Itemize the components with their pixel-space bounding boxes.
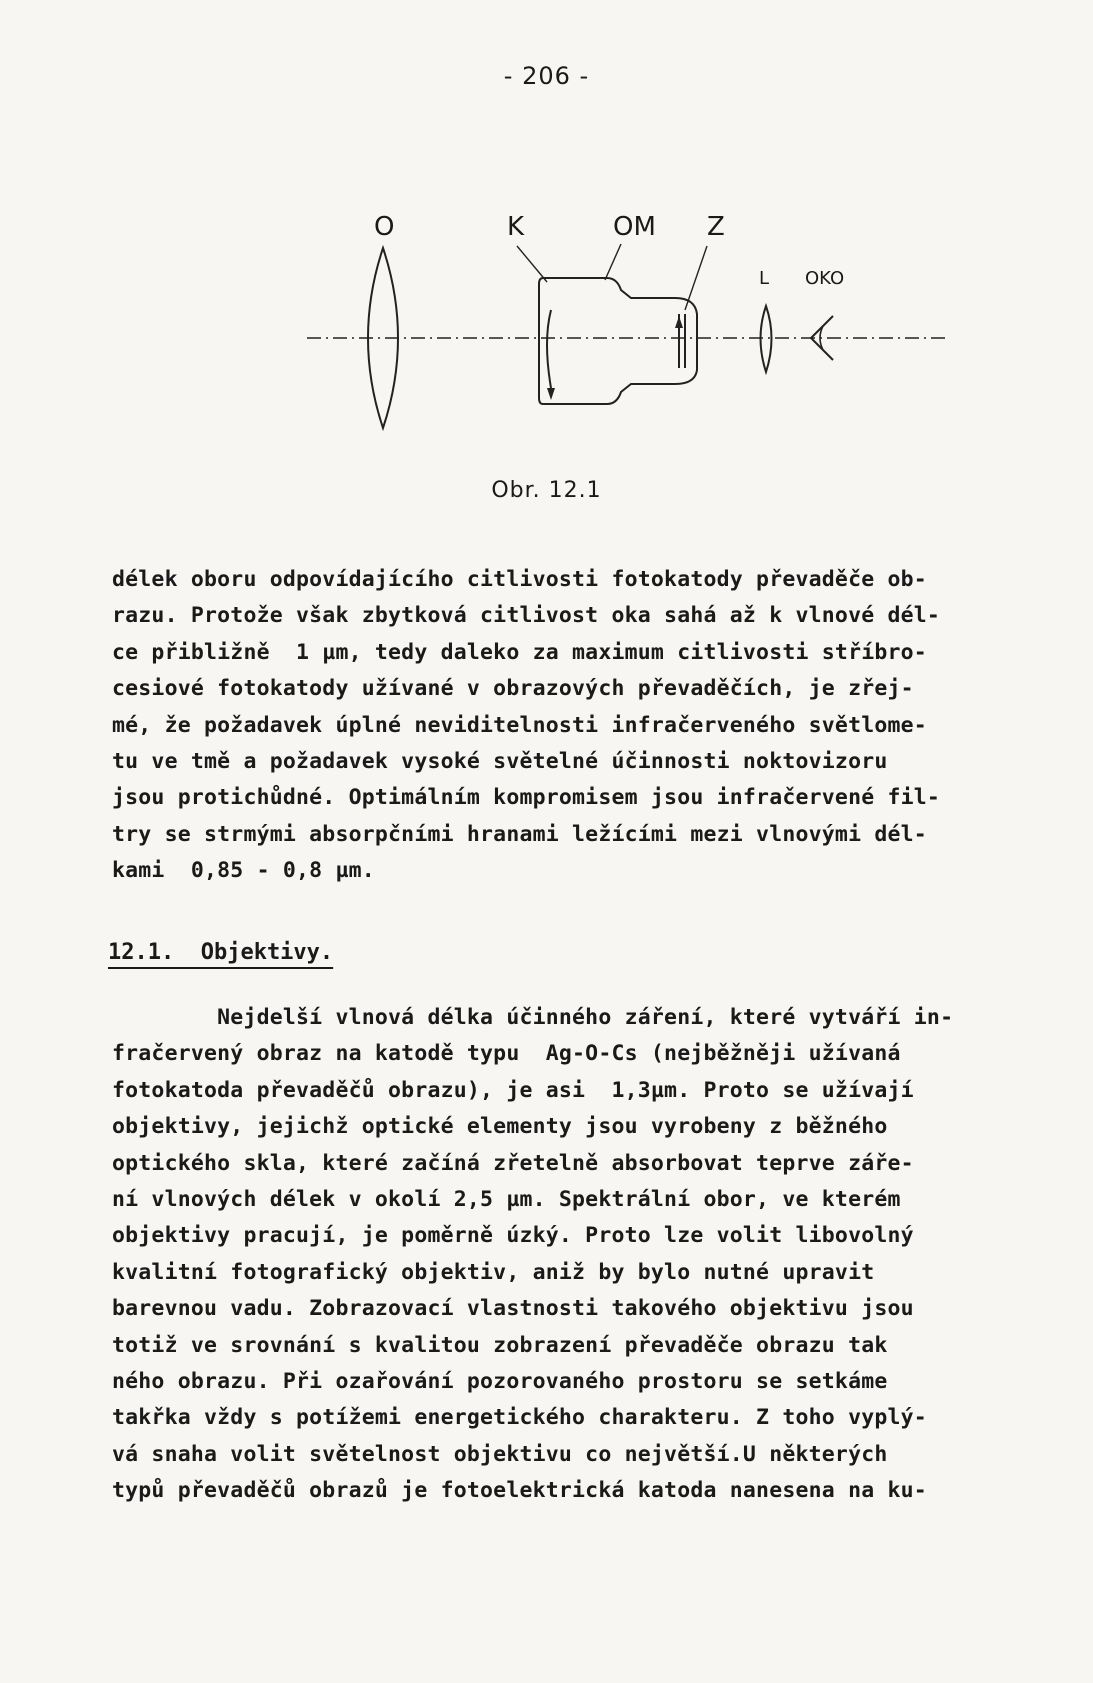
text-line: ce přibližně 1 µm, tedy daleko za maximum citlivosti stříbro-	[112, 639, 927, 665]
text-line: ného obrazu. Při ozařování pozorovaného prostoru se setkáme	[112, 1369, 888, 1395]
leader-k	[517, 246, 547, 282]
cathode-arrow	[547, 388, 555, 400]
eyepiece-lens	[761, 306, 772, 372]
text-line: ní vlnových délek v okolí 2,5 µm. Spektrální obor, ve kterém	[112, 1187, 901, 1213]
text-line: fračervený obraz na katodě typu Ag-O-Cs (nejběžněji užívaná	[112, 1041, 901, 1067]
optical-system-diagram	[295, 210, 955, 450]
figure-caption: Obr. 12.1	[491, 478, 602, 503]
text-line: objektivy, jejichž optické elementy jsou vyrobeny z běžného	[112, 1114, 888, 1140]
text-line: cesiové fotokatody užívané v obrazových převaděčích, je zřej-	[112, 676, 914, 702]
text-line: vá snaha volit světelnost objektivu co největší.U některých	[112, 1441, 888, 1467]
leader-z	[685, 246, 707, 310]
text-line: mé, že požadavek úplné neviditelnosti infračerveného světlome-	[112, 712, 927, 738]
text-line: optického skla, které začíná zřetelně absorbovat teprve záře-	[112, 1150, 914, 1176]
text-line: barevnou vadu. Zobrazovací vlastnosti takového objektivu jsou	[112, 1296, 914, 1322]
section-heading: 12.1. Objektivy.	[108, 940, 334, 965]
text-line: tu ve tmě a požadavek vysoké světelné účinnosti noktovizoru	[112, 749, 888, 775]
text-line: razu. Protože však zbytková citlivost oka sahá až k vlnové dél-	[112, 603, 941, 629]
label-cathode: K	[507, 212, 525, 242]
leader-om	[605, 244, 621, 280]
text-line: kvalitní fotografický objektiv, aniž by bylo nutné upravit	[112, 1259, 875, 1285]
image-converter-tube	[539, 278, 697, 404]
text-line: fotokatoda převaděčů obrazu), je asi 1,3µm. Proto se užívají	[112, 1077, 914, 1103]
text-line: jsou protichůdné. Optimálním kompromisem jsou infračervené fil-	[112, 785, 941, 811]
text-line: typů převaděčů obrazů je fotoelektrická katoda nanesena na ku-	[112, 1478, 927, 1504]
text-line: objektivy pracují, je poměrně úzký. Proto lze volit libovolný	[112, 1223, 914, 1249]
text-line: kami 0,85 - 0,8 µm.	[112, 858, 375, 884]
text-line: totiž ve srovnání s kvalitou zobrazení převaděče obrazu tak	[112, 1332, 888, 1358]
label-lens: L	[759, 268, 770, 289]
screen-arrow	[675, 316, 683, 328]
label-eye: OKO	[805, 268, 845, 289]
text-line: délek oboru odpovídajícího citlivosti fotokatody převaděče ob-	[112, 567, 927, 592]
paragraph-intro	[112, 562, 1072, 890]
label-screen: Z	[707, 212, 725, 242]
text-line: try se strmými absorpčními hranami ležícími mezi vlnovými dél-	[112, 821, 927, 847]
label-om: OM	[613, 212, 656, 242]
paragraph-objectives	[112, 1000, 1072, 1510]
page-number: - 206 -	[503, 62, 590, 90]
label-objective: O	[374, 212, 395, 242]
text-line: Nejdelší vlnová délka účinného záření, které vytváří in-	[112, 1005, 954, 1030]
figure-12-1	[295, 210, 955, 450]
text-line: takřka vždy s potížemi energetického charakteru. Z toho vyplý-	[112, 1405, 927, 1431]
photocathode	[547, 310, 551, 388]
